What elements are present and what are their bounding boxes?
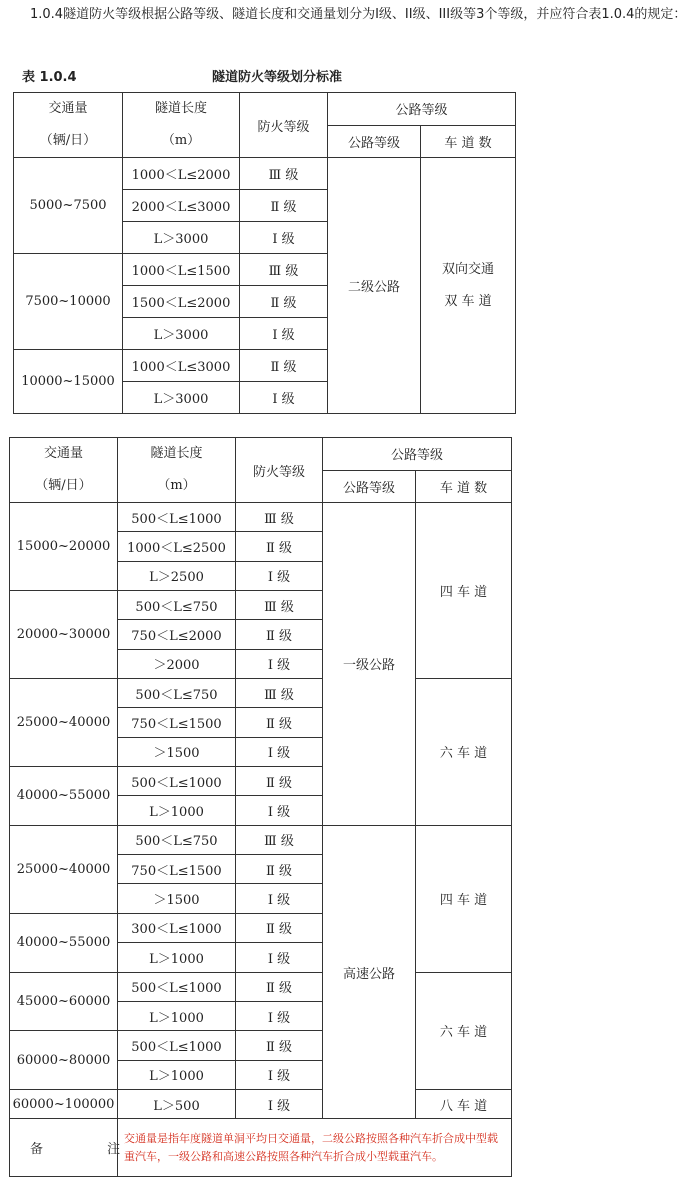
tunnel-length: 1000＜L≤2000	[123, 158, 240, 190]
tunnel-length: L＞1000	[118, 796, 236, 825]
tunnel-length: 2000＜L≤3000	[123, 190, 240, 222]
header-road-grade: 公路等级	[323, 470, 416, 503]
intro-paragraph: 1.0.4隧道防火等级根据公路等级、隧道长度和交通量划分为I级、II级、III级等3个等级，并应符合表1.0.4的规定：	[30, 7, 687, 22]
header-lanes: 车 道 数	[421, 125, 516, 158]
tunnel-length: 1500＜L≤2000	[123, 286, 240, 318]
tunnel-length: 750＜L≤1500	[118, 708, 236, 737]
traffic-volume: 40000~55000	[10, 767, 118, 826]
tunnel-length: 500＜L≤750	[118, 825, 236, 854]
tunnel-length: 500＜L≤750	[118, 591, 236, 620]
tunnel-length: 1000＜L≤1500	[123, 254, 240, 286]
tunnel-length: 500＜L≤1000	[118, 972, 236, 1001]
tunnel-length: 500＜L≤750	[118, 679, 236, 708]
traffic-volume: 15000~20000	[10, 503, 118, 591]
fire-level: Ⅱ 级	[236, 532, 323, 561]
fire-level: Ⅱ 级	[236, 913, 323, 942]
lane-count: 六 车 道	[416, 972, 512, 1089]
traffic-volume: 5000~7500	[14, 158, 123, 254]
tunnel-length: 750＜L≤2000	[118, 620, 236, 649]
tunnel-length: L＞1000	[118, 1060, 236, 1089]
fire-level: Ⅰ 级	[236, 1089, 323, 1118]
header-traffic	[14, 93, 123, 158]
traffic-volume: 45000~60000	[10, 972, 118, 1031]
lane-count: 八 车 道	[416, 1089, 512, 1118]
traffic-volume: 40000~55000	[10, 913, 118, 972]
lane-count	[421, 158, 516, 414]
tunnel-length: 300＜L≤1000	[118, 913, 236, 942]
traffic-volume: 20000~30000	[10, 591, 118, 679]
tunnel-length: L＞3000	[123, 382, 240, 414]
tunnel-length: L＞2500	[118, 561, 236, 590]
fire-level: Ⅰ 级	[236, 943, 323, 972]
lane-count-line1: 双向交通	[442, 261, 495, 277]
tunnel-length: 1000＜L≤3000	[123, 350, 240, 382]
tunnel-length: L＞1000	[118, 1001, 236, 1030]
traffic-volume: 25000~40000	[10, 825, 118, 913]
tunnel-length: ＞1500	[118, 737, 236, 766]
header-length-line1: 隧道长度	[154, 101, 207, 116]
fire-level: Ⅰ 级	[236, 1001, 323, 1030]
tunnel-length: L＞3000	[123, 222, 240, 254]
tunnel-length: 500＜L≤1000	[118, 767, 236, 796]
traffic-volume: 10000~15000	[14, 350, 123, 414]
header-length-line2: （m）	[157, 478, 196, 493]
lane-count: 四 车 道	[416, 503, 512, 679]
fire-level: Ⅰ 级	[236, 649, 323, 678]
fire-level-table-2	[9, 437, 512, 1177]
header-road-grade: 公路等级	[328, 125, 421, 158]
fire-level: Ⅰ 级	[236, 1060, 323, 1089]
header-traffic	[10, 438, 118, 503]
fire-level: Ⅱ 级	[236, 1031, 323, 1060]
traffic-volume: 7500~10000	[14, 254, 123, 350]
fire-level: Ⅲ 级	[236, 503, 323, 532]
note-text: 交通量是指年度隧道单洞平均日交通量，二级公路按照各种汽车折合成中型载重汽车，一级公路和高速公路按照各种汽车折合成小型载重汽车。	[118, 1119, 512, 1177]
tunnel-length: 750＜L≤1500	[118, 855, 236, 884]
fire-level: Ⅰ 级	[236, 561, 323, 590]
road-grade: 二级公路	[328, 158, 421, 414]
fire-level: Ⅰ 级	[240, 382, 328, 414]
road-grade: 一级公路	[323, 503, 416, 826]
tunnel-length: 500＜L≤1000	[118, 1031, 236, 1060]
fire-level: Ⅰ 级	[240, 222, 328, 254]
fire-level: Ⅲ 级	[236, 825, 323, 854]
header-length	[123, 93, 240, 158]
header-road-group: 公路等级	[323, 438, 512, 471]
traffic-volume: 60000~100000	[10, 1089, 118, 1118]
tunnel-length: L＞1000	[118, 943, 236, 972]
header-traffic-line2: （辆/日）	[39, 133, 97, 148]
fire-level: Ⅲ 级	[240, 254, 328, 286]
fire-level: Ⅱ 级	[240, 286, 328, 318]
fire-level: Ⅱ 级	[236, 767, 323, 796]
lane-count-line2: 双 车 道	[444, 293, 492, 309]
fire-level: Ⅱ 级	[236, 972, 323, 1001]
header-fire-level: 防火等级	[240, 93, 328, 158]
lane-count: 六 车 道	[416, 679, 512, 826]
fire-level: Ⅰ 级	[236, 884, 323, 913]
tunnel-length: L＞500	[118, 1089, 236, 1118]
fire-level: Ⅰ 级	[240, 318, 328, 350]
traffic-volume: 60000~80000	[10, 1031, 118, 1090]
tunnel-length: L＞3000	[123, 318, 240, 350]
header-road-group: 公路等级	[328, 93, 516, 126]
note-label: 备 注	[10, 1119, 118, 1177]
fire-level: Ⅲ 级	[236, 679, 323, 708]
header-length-line2: （m）	[161, 133, 201, 148]
tunnel-length: 1000＜L≤2500	[118, 532, 236, 561]
tunnel-length: 500＜L≤1000	[118, 503, 236, 532]
tunnel-length: ＞1500	[118, 884, 236, 913]
header-traffic-line1: 交通量	[48, 101, 88, 116]
header-length-line1: 隧道长度	[150, 446, 203, 461]
header-traffic-line1: 交通量	[43, 446, 83, 461]
fire-level: Ⅱ 级	[236, 708, 323, 737]
header-length	[118, 438, 236, 503]
fire-level: Ⅱ 级	[240, 190, 328, 222]
tunnel-length: ＞2000	[118, 649, 236, 678]
fire-level: Ⅲ 级	[236, 591, 323, 620]
fire-level: Ⅱ 级	[236, 620, 323, 649]
header-traffic-line2: （辆/日）	[35, 478, 92, 493]
table-caption	[22, 66, 502, 86]
fire-level: Ⅰ 级	[236, 796, 323, 825]
fire-level: Ⅱ 级	[236, 855, 323, 884]
road-grade: 高速公路	[323, 825, 416, 1118]
fire-level-table-1	[13, 92, 516, 414]
header-fire-level: 防火等级	[236, 438, 323, 503]
header-lanes: 车 道 数	[416, 470, 512, 503]
table-number: 表 1.0.4	[22, 70, 77, 85]
fire-level: Ⅱ 级	[240, 350, 328, 382]
fire-level: Ⅲ 级	[240, 158, 328, 190]
traffic-volume: 25000~40000	[10, 679, 118, 767]
table-title: 隧道防火等级划分标准	[212, 70, 343, 85]
fire-level: Ⅰ 级	[236, 737, 323, 766]
lane-count: 四 车 道	[416, 825, 512, 972]
